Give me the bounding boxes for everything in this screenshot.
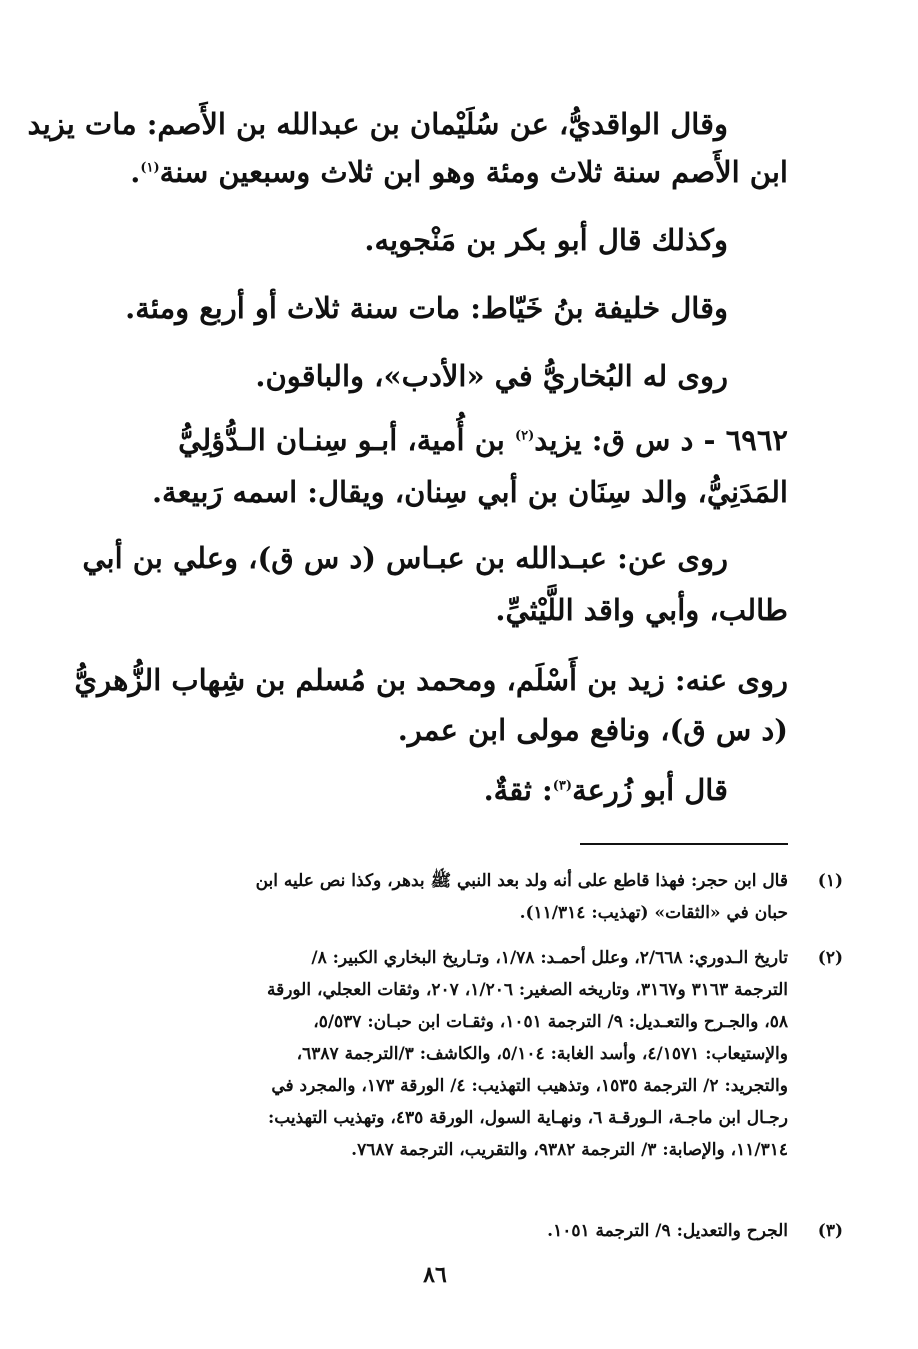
by-line2: (د س ق)، ونافع مولى ابن عمر.: [397, 713, 788, 747]
footnote-ref: (٢): [514, 428, 535, 444]
footnote-line: (٢) تاريخ الـدوري: ٢/٦٦٨، وعلل أحمـد: ١/٧٨، وتـاريخ البخاري الكبير: ٨/: [82, 942, 788, 974]
body-line: [82, 770, 788, 810]
body-line: [74, 660, 788, 700]
body-line: [82, 356, 788, 396]
footnote-2: [82, 942, 843, 1166]
entry-number: ٦٩٦٢ - د س ق: يزيد: [534, 423, 788, 457]
footnote-3: [82, 1215, 843, 1247]
body-line: [82, 538, 788, 578]
entry-line2: المَدَنِيُّ، والد سِنَان بن أبي سِنان، ويقال: اسمه رَبيعة.: [151, 475, 788, 509]
p2-text: وكذلك قال أبو بكر بن مَنْجويه.: [364, 223, 728, 257]
by-line1: زيد بن أَسْلَم، ومحمد بن مُسلم بن شِهاب الزُّهريُّ: [74, 663, 665, 697]
body-line: [82, 590, 788, 630]
footnote-line: حبان في «الثقات» (تهذيب: ١١/٣١٤).: [519, 903, 788, 923]
footnote-line: (٣) الجرح والتعديل: ٩/ الترجمة ١٠٥١.: [82, 1215, 788, 1247]
footnote-number: (١): [817, 871, 843, 891]
p3-text: وقال خليفة بنُ خَيّاط: مات سنة ثلاث أو أربع ومئة.: [125, 291, 728, 325]
by-head: روى عنه:: [674, 663, 788, 697]
page-number: ٨٦: [423, 1262, 447, 1288]
p1-line2: ابن الأَصم سنة ثلاث ومئة وهو ابن ثلاث وسبعين سنة: [159, 155, 788, 189]
body-line: [27, 104, 788, 144]
zura-after: : ثقةٌ.: [483, 773, 553, 807]
p1-line2-end: .: [130, 155, 141, 189]
page-content: [27, 0, 843, 1349]
entry-heading-line: [82, 420, 788, 460]
entry-line1-rest: بن أُمية، أبـو سِنـان الـدُّؤلِيُّ: [178, 423, 505, 457]
from-line2: طالب، وأبي واقد اللَّيْثيِّ.: [495, 593, 788, 627]
footnote-line: والتجريد: ٢/ الترجمة ١٥٣٥، وتذهيب التهذيب: ٤/ الورقة ١٧٣، والمجرد في: [271, 1076, 788, 1096]
footnote-line: رجـال ابن ماجـة، الـورقـة ٦، ونهـاية السول، الورقة ٤٣٥، وتهذيب التهذيب:: [267, 1108, 788, 1128]
footnote-line: (١) قال ابن حجر: فهذا قاطع على أنه ولد بعد النبي ﷺ بدهر، وكذا نص عليه ابن: [82, 865, 788, 897]
footnote-line: ١١/٣١٤، والإصابة: ٣/ الترجمة ٩٣٨٢، والتقريب، الترجمة ٧٦٨٧.: [351, 1140, 788, 1160]
footnote-line: ٥٨، والجـرح والتعـديل: ٩/ الترجمة ١٠٥١، وثقـات ابن حبـان: ٥/٥٣٧،: [313, 1012, 788, 1032]
footnote-ref: (١): [140, 160, 160, 176]
footnote-1: [82, 865, 843, 929]
footnote-line: الترجمة ٣١٦٣ و٣١٦٧، وتاريخه الصغير: ١/٢٠٦، ٢٠٧، وثقات العجلي، الورقة: [266, 980, 788, 1000]
footnote-number: (٢): [817, 948, 843, 968]
zura-before: قال أبو زُرعة: [572, 773, 728, 807]
footnote-ref: (٣): [552, 778, 573, 794]
from-head: روى عن:: [617, 541, 728, 575]
body-line: [82, 710, 788, 750]
footnote-line: والإستيعاب: ٤/١٥٧١، وأسد الغابة: ٥/١٠٤، والكاشف: ٣/الترجمة ٦٣٨٧،: [296, 1044, 788, 1064]
body-line: [82, 220, 788, 260]
footnote-separator: [580, 843, 788, 845]
body-line: [82, 472, 788, 512]
body-line: [82, 288, 788, 328]
from-line1: عبـدالله بن عبـاس (د س ق)، وعلي بن أبي: [82, 541, 607, 575]
p4-text: روى له البُخاريُّ في «الأدب»، والباقون.: [255, 359, 728, 393]
p1-line1: وقال الواقديُّ، عن سُلَيْمان بن عبدالله بن الأَصم: مات يزيد: [27, 107, 728, 141]
footnote-number: (٣): [817, 1221, 843, 1241]
body-line: [82, 152, 788, 192]
